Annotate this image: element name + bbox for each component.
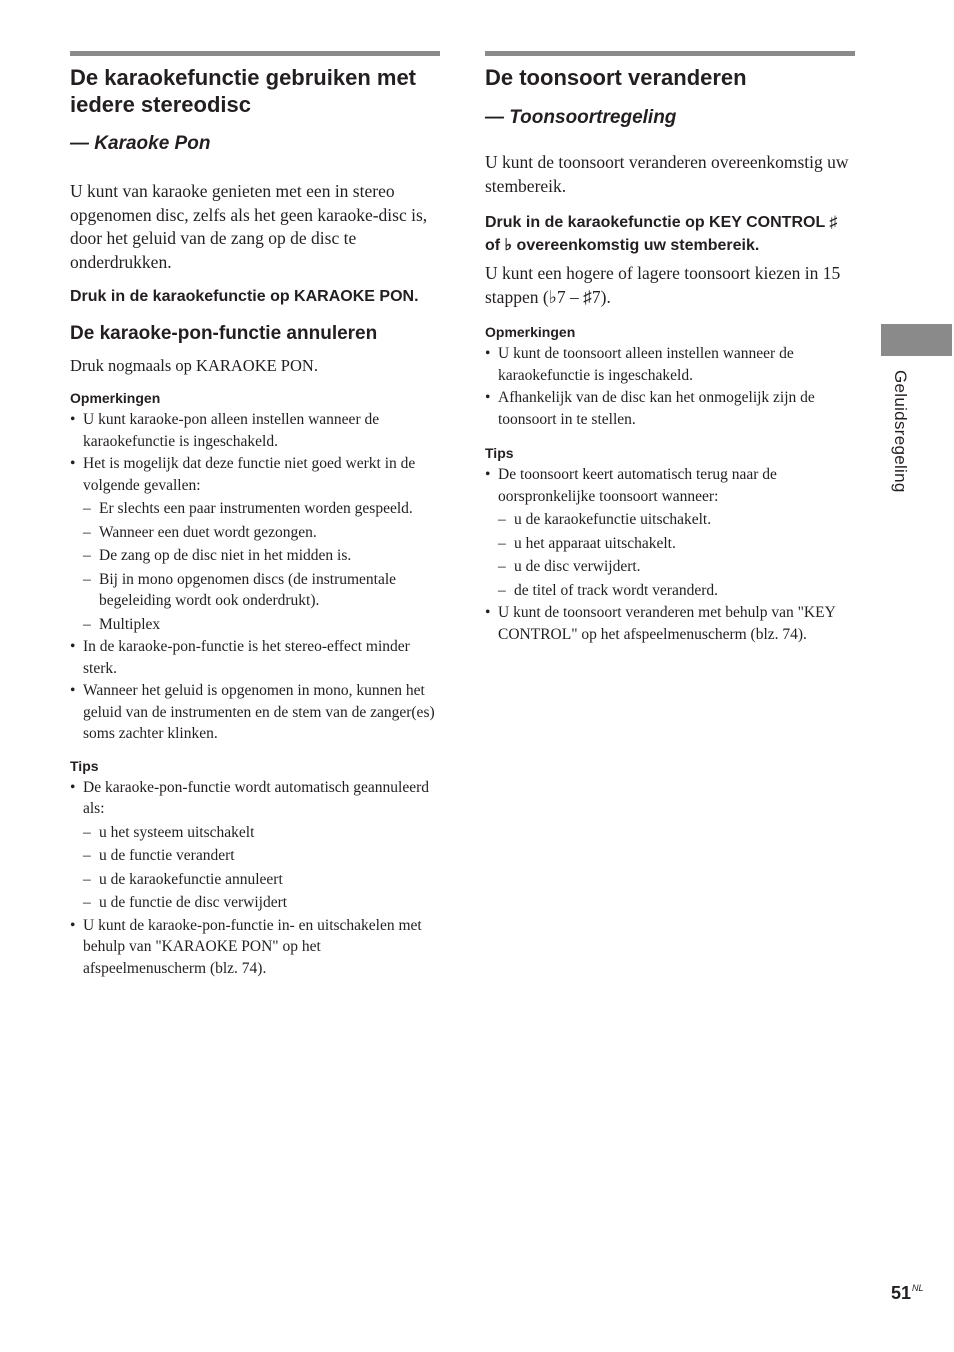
chapter-tab [881, 324, 952, 356]
tips-heading: Tips [485, 445, 514, 461]
section-title: De karaokefunctie gebruiken met iedere stereodisc [70, 65, 417, 117]
note-item: • Het is mogelijk dat deze functie niet goed werkt in de volgende gevallen: [70, 455, 416, 494]
section-title: De toonsoort veranderen [485, 65, 747, 90]
note-item: • Wanneer het geluid is opgenomen in mono, kunnen het geluid van de instrumenten en de stem van de zanger(es) soms zachter klinken. [70, 682, 435, 742]
subsection-heading: De karaoke-pon-functie annuleren [70, 323, 378, 344]
tip-case-item: – u het apparaat uitschakelt. [498, 534, 676, 552]
tip-item: • De karaoke-pon-functie wordt automatisch geannuleerd als: [70, 778, 430, 817]
tip-case-item: – u de karaokefunctie annuleert [83, 870, 283, 888]
section-rule [70, 51, 440, 56]
tip-case-item: – u de disc verwijdert. [498, 558, 641, 575]
page-number: $51^{NL}$ [891, 1283, 924, 1303]
note-item: • Afhankelijk van de disc kan het onmogelijk zijn de toonsoort in te stellen. [485, 389, 815, 428]
tip-item: • De toonsoort keert automatisch terug naar de oorspronkelijke toonsoort wanneer: [485, 466, 777, 505]
note-case-item: – Multiplex [83, 615, 161, 633]
left-column [70, 51, 440, 979]
tips-heading: Tips [70, 757, 99, 774]
tip-item: • U kunt de toonsoort veranderen met behulp van "KEY CONTROL" op het afspeelmenuscherm (blz. 74). [485, 604, 836, 643]
note-case-item: – Bij in mono opgenomen discs (de instrumentale begeleiding wordt ook onderdrukt). [83, 570, 397, 609]
note-case-item: – Wanneer een duet wordt gezongen. [83, 523, 317, 541]
instruction-body: U kunt een hogere of lagere toonsoort kiezen in 15 stappen (♭7 – ♯7). [485, 263, 841, 307]
notes-heading: Opmerkingen [70, 390, 161, 406]
tip-case-item: – u de functie de disc verwijdert [83, 894, 288, 911]
section-subtitle: — Karaoke Pon [70, 133, 211, 154]
tip-case-item: – u de functie verandert [83, 847, 235, 864]
chapter-label-text: Geluidsregeling [891, 370, 910, 493]
language-code: NL [912, 1283, 924, 1293]
right-column [485, 51, 855, 645]
section-subtitle: — Toonsoortregeling [485, 107, 677, 128]
instruction-step: Druk in de karaokefunctie op KEY CONTROL ♯ of ♭ overeenkomstig uw stembereik. [485, 214, 838, 254]
section-rule [485, 51, 855, 56]
tip-case-item: – u het systeem uitschakelt [83, 823, 255, 841]
tip-case-item: – u de karaokefunctie uitschakelt. [498, 511, 712, 528]
notes-heading: Opmerkingen [485, 324, 576, 340]
note-item: • U kunt karaoke-pon alleen instellen wanneer de karaokefunctie is ingeschakeld. [70, 411, 380, 450]
chapter-label [878, 370, 928, 530]
instruction-step: Druk in de karaokefunctie op KARAOKE PON. [70, 288, 419, 305]
tip-item: • U kunt de karaoke-pon-functie in- en uitschakelen met behulp van "KARAOKE PON" op het afspeelmenuscherm (blz. 74). [70, 916, 422, 977]
note-item: • U kunt de toonsoort alleen instellen wanneer de karaokefunctie is ingeschakeld. [485, 345, 794, 384]
note-case-item: – De zang op de disc niet in het midden is. [83, 547, 352, 564]
intro-paragraph: U kunt de toonsoort veranderen overeenkomstig uw stembereik. [485, 152, 849, 196]
note-item: • In de karaoke-pon-functie is het stereo-effect minder sterk. [70, 638, 410, 677]
tip-case-item: – de titel of track wordt veranderd. [498, 581, 718, 599]
intro-paragraph: U kunt van karaoke genieten met een in stereo opgenomen disc, zelfs als het geen karaoke-disc is, door het geluid van de zang op de disc te onderdrukken. [70, 181, 428, 272]
note-case-item: – Er slechts een paar instrumenten worden gespeeld. [83, 500, 413, 517]
cancel-text: Druk nogmaals op KARAOKE PON. [70, 356, 318, 375]
